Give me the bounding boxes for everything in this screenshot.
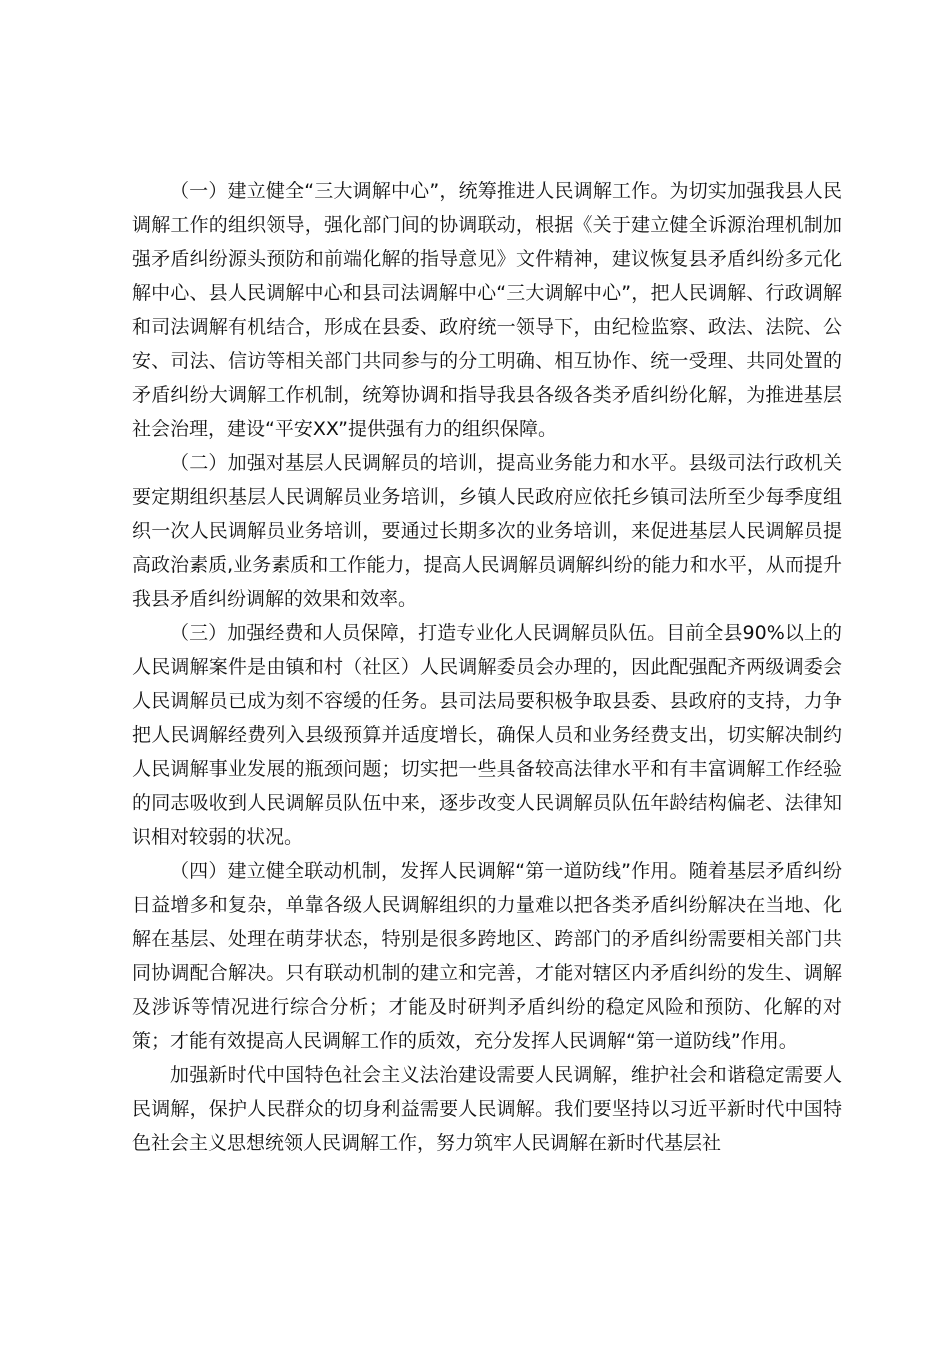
paragraph-2: （二）加强对基层人民调解员的培训，提高业务能力和水平。县级司法行政机关要定期组织基层人民调解员业务培训，乡镇人民政府应依托乡镇司法所至少每季度组织一次人民调解员业务培训，要通过长期多次的业务培训，来促进基层人民调解员提高政治素质,业务素质和工作能力，提高人民调解员调解纠纷的能力和水平，从而提升我县矛盾纠纷调解的效果和效率。 xyxy=(132,452,842,610)
paragraph-1: （一）建立健全“三大调解中心”，统筹推进人民调解工作。为切实加强我县人民调解工作的组织领导，强化部门间的协调联动，根据《关于建立健全诉源治理机制加强矛盾纠纷源头预防和前端化解的指导意见》文件精神，建议恢复县矛盾纠纷多元化解中心、县人民调解中心和县司法调解中心“三大调解中心”，把人民调解、行政调解和司法调解有机结合，形成在县委、政府统一领导下，由纪检监察、政法、法院、公安、司法、信访等相关部门共同参与的分工明确、相互协作、统一受理、共同处置的矛盾纠纷大调解工作机制，统筹协调和指导我县各级各类矛盾纠纷化解，为推进基层社会治理，建设“平安XX”提供强有力的组织保障。 xyxy=(132,180,842,440)
document-body xyxy=(132,174,842,1160)
paragraph-3: （三）加强经费和人员保障，打造专业化人民调解员队伍。目前全县90%以上的人民调解案件是由镇和村（社区）人民调解委员会办理的，因此配强配齐两级调委会人民调解员已成为刻不容缓的任务。县司法局要积极争取县委、县政府的支持，力争把人民调解经费列入县级预算并适度增长，确保人员和业务经费支出，切实解决制约人民调解事业发展的瓶颈问题；切实把一些具备较高法律水平和有丰富调解工作经验的同志吸收到人民调解员队伍中来，逐步改变人民调解员队伍年龄结构偏老、法律知识相对较弱的状况。 xyxy=(132,622,842,848)
paragraph-5: 加强新时代中国特色社会主义法治建设需要人民调解，维护社会和谐稳定需要人民调解，保护人民群众的切身利益需要人民调解。我们要坚持以习近平新时代中国特色社会主义思想统领人民调解工作，努力筑牢人民调解在新时代基层社 xyxy=(132,1064,842,1154)
paragraph-4: （四）建立健全联动机制，发挥人民调解“第一道防线”作用。随着基层矛盾纠纷日益增多和复杂，单靠各级人民调解组织的力量难以把各类矛盾纠纷解决在当地、化解在基层、处理在萌芽状态，特别是很多跨地区、跨部门的矛盾纠纷需要相关部门共同协调配合解决。只有联动机制的建立和完善，才能对辖区内矛盾纠纷的发生、调解及涉诉等情况进行综合分析；才能及时研判矛盾纠纷的稳定风险和预防、化解的对策；才能有效提高人民调解工作的质效，充分发挥人民调解“第一道防线”作用。 xyxy=(132,860,842,1052)
